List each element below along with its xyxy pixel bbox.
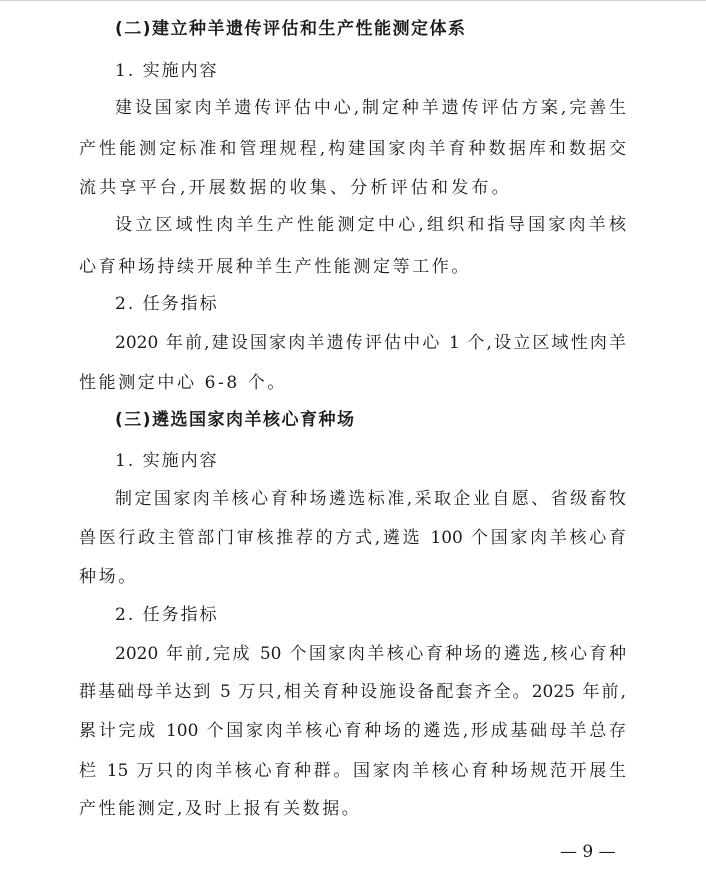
paragraph-line: 制定国家肉羊核心育种场遴选标准,采取企业自愿、省级畜牧 — [115, 489, 626, 509]
paragraph-line: 产性能测定,及时上报有关数据。 — [79, 799, 362, 819]
section-heading: (三)遴选国家肉羊核心育种场 — [115, 410, 356, 430]
paragraph-line: 累计完成 100 个国家肉羊核心育种场的遴选,形成基础母羊总存 — [79, 721, 626, 741]
paragraph-line: 设立区域性肉羊生产性能测定中心,组织和指导国家肉羊核 — [115, 215, 626, 235]
subsection-label: 2. 任务指标 — [115, 294, 219, 314]
paragraph-line: 群基础母羊达到 5 万只,相关育种设施设备配套齐全。2025 年前, — [79, 682, 626, 702]
section-heading: (二)建立种羊遗传评估和生产性能测定体系 — [115, 19, 467, 39]
subsection-label: 2. 任务指标 — [115, 605, 219, 625]
paragraph-line: 产性能测定标准和管理规程,构建国家肉羊育种数据库和数据交 — [79, 139, 626, 159]
paragraph-line: 种场。 — [79, 567, 138, 587]
page-number: — 9 — — [560, 842, 616, 862]
top-divider — [0, 0, 706, 1]
paragraph-line: 2020 年前,建设国家肉羊遗传评估中心 1 个,设立区域性肉羊 — [115, 333, 626, 353]
paragraph-line: 栏 15 万只的肉羊核心育种群。国家肉羊核心育种场规范开展生 — [79, 761, 626, 781]
subsection-label: 1. 实施内容 — [115, 451, 219, 471]
paragraph-line: 2020 年前,完成 50 个国家肉羊核心育种场的遴选,核心育种 — [115, 644, 626, 664]
subsection-label: 1. 实施内容 — [115, 61, 219, 81]
paragraph-line: 兽医行政主管部门审核推荐的方式,遴选 100 个国家肉羊核心育 — [79, 528, 626, 548]
paragraph-line: 性能测定中心 6-8 个。 — [79, 373, 287, 393]
paragraph-line: 流共享平台,开展数据的收集、分析评估和发布。 — [79, 178, 512, 198]
paragraph-line: 心育种场持续开展种羊生产性能测定等工作。 — [79, 257, 471, 277]
paragraph-line: 建设国家肉羊遗传评估中心,制定种羊遗传评估方案,完善生 — [115, 98, 626, 118]
